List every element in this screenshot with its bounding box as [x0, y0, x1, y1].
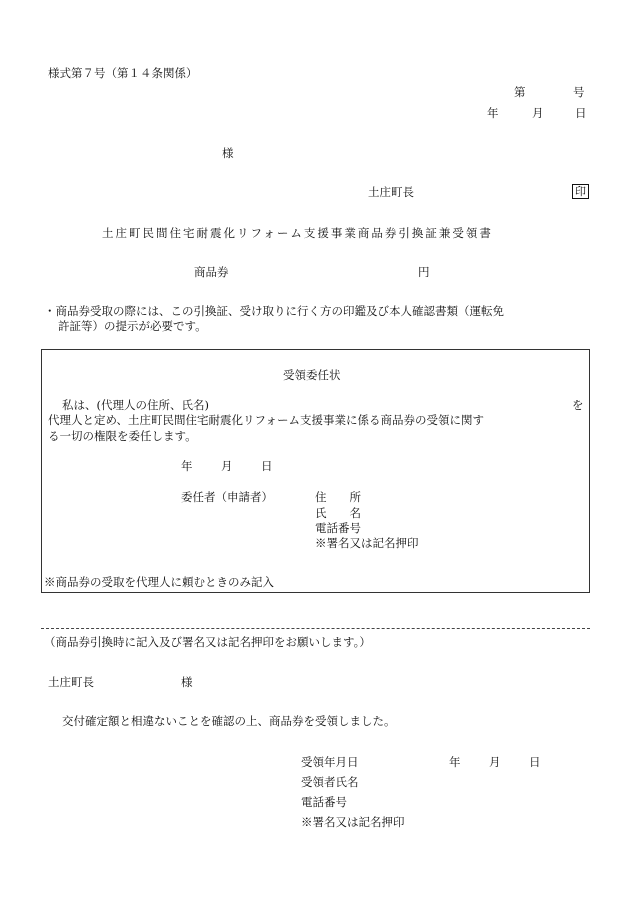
- number-suffix: 号: [573, 85, 585, 99]
- receipt-phone-field[interactable]: 電話番号: [301, 795, 347, 809]
- delegator-seal-note: ※署名又は記名押印: [315, 536, 419, 550]
- receipt-date-year: 年: [449, 755, 461, 769]
- delegator-name-field[interactable]: 氏 名: [315, 506, 361, 520]
- proxy-line-1-prefix: 私は、(代理人の住所、氏名): [62, 398, 209, 412]
- proxy-heading: 受領委任状: [283, 368, 341, 382]
- issue-date-day: 日: [575, 106, 587, 120]
- issue-date-year: 年: [487, 106, 499, 120]
- voucher-unit: 円: [418, 265, 430, 279]
- issuer-title: 土庄町長: [368, 185, 414, 199]
- addressee-suffix: 様: [222, 146, 234, 160]
- number-prefix: 第: [514, 85, 526, 99]
- cut-line: [41, 628, 590, 629]
- proxy-line-3: る一切の権限を委任します。: [48, 429, 197, 443]
- receipt-name-field[interactable]: 受領者氏名: [301, 775, 359, 789]
- receipt-statement: 交付確定額と相違ないことを確認の上、商品券を受領しました。: [62, 714, 396, 728]
- proxy-footnote: ※商品券の受取を代理人に頼むときのみ記入: [44, 575, 274, 589]
- proxy-line-2: 代理人と定め、土庄町民間住宅耐震化リフォーム支援事業に係る商品券の受領に関す: [48, 413, 484, 427]
- seal-stamp: 印: [572, 184, 589, 199]
- proxy-delegation-box: [41, 349, 590, 593]
- receipt-date-day: 日: [529, 755, 541, 769]
- receipt-to-suffix: 様: [181, 675, 193, 689]
- proxy-line-1-suffix: を: [572, 398, 584, 412]
- voucher-label: 商品券: [194, 265, 229, 279]
- proxy-date-month: 月: [221, 459, 233, 473]
- proxy-date-day: 日: [261, 459, 273, 473]
- delegator-label: 委任者（申請者）: [181, 490, 273, 504]
- notice-line-2: 許証等）の提示が必要です。: [58, 319, 207, 333]
- receipt-instruction: （商品券引換時に記入及び署名又は記名押印をお願いします。）: [44, 635, 371, 649]
- receipt-date-label[interactable]: 受領年月日: [301, 755, 359, 769]
- issue-date-month: 月: [532, 106, 544, 120]
- document-title: 土庄町民間住宅耐震化リフォーム支援事業商品券引換証兼受領書: [102, 226, 493, 240]
- delegator-phone-field[interactable]: 電話番号: [315, 521, 361, 535]
- proxy-date-year: 年: [181, 459, 193, 473]
- delegator-address-field[interactable]: 住 所: [315, 490, 361, 504]
- notice-line-1: ・商品券受取の際には、この引換証、受け取りに行く方の印鑑及び本人確認書類（運転免: [44, 304, 504, 318]
- receipt-date-month: 月: [489, 755, 501, 769]
- receipt-to-title: 土庄町長: [48, 675, 94, 689]
- receipt-seal-note: ※署名又は記名押印: [301, 815, 405, 829]
- form-number: 様式第７号（第１４条関係）: [48, 66, 198, 80]
